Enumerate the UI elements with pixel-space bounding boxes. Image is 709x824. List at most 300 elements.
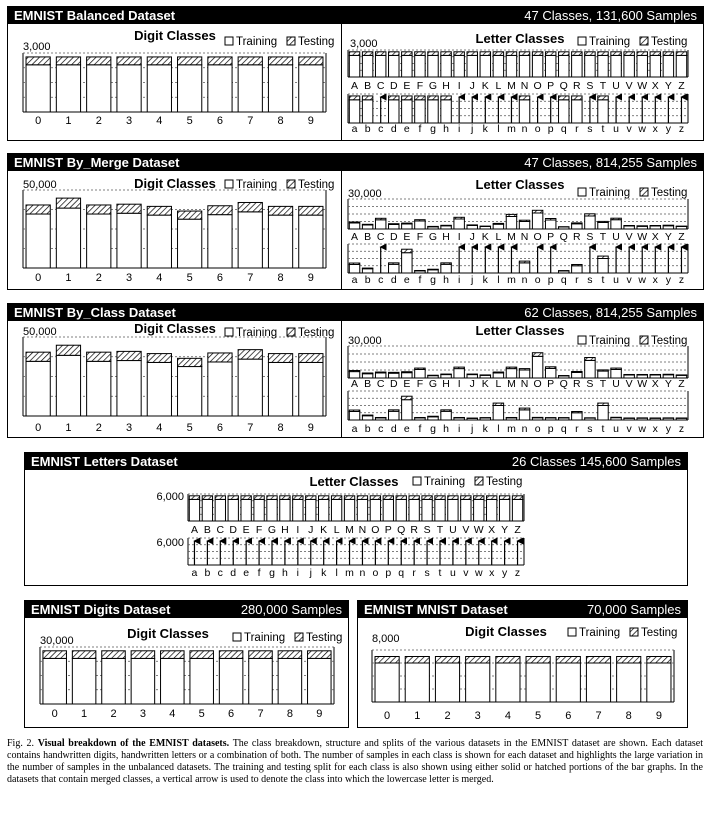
tick-label: s <box>587 123 593 135</box>
tick-label: 3 <box>125 422 133 434</box>
tick-label: 4 <box>156 422 163 434</box>
tick-label: X <box>651 231 659 243</box>
tick-label: F <box>255 524 263 536</box>
bar-testing <box>532 210 542 213</box>
bar-training <box>572 100 582 123</box>
bar-training <box>349 55 359 77</box>
bar-testing <box>454 217 464 219</box>
tick-label: A <box>351 231 359 243</box>
bar-testing <box>637 374 647 375</box>
bar-testing <box>208 206 232 215</box>
bar-testing <box>402 52 412 56</box>
caption-title: Visual breakdown of the EMNIST datasets. <box>37 738 230 749</box>
tick-label: l <box>497 274 500 286</box>
bar-training <box>117 361 141 416</box>
legend-testing-label: Testing <box>651 187 688 199</box>
legend-testing-swatch <box>630 628 638 636</box>
bar-training <box>461 499 471 521</box>
legend-testing-swatch <box>287 37 295 45</box>
chart-title: Letter Classes <box>475 323 565 338</box>
bar-testing <box>357 496 367 500</box>
bar-training <box>526 663 550 702</box>
tick-label: j <box>471 123 474 135</box>
tick-label: u <box>450 567 456 579</box>
bar-training <box>178 65 202 112</box>
tick-label: w <box>638 123 647 135</box>
tick-label: d <box>390 123 397 135</box>
bar-testing <box>190 651 214 659</box>
bar-testing <box>496 657 520 664</box>
tick-label: T <box>599 378 607 390</box>
bar-testing <box>559 52 569 56</box>
tick-label: 2 <box>95 422 102 434</box>
bar-training <box>467 55 477 77</box>
bar-training <box>219 658 243 704</box>
bar-testing <box>280 496 290 500</box>
bar-training <box>383 499 393 521</box>
bar-testing <box>26 57 50 65</box>
bar-testing <box>178 57 202 65</box>
bar-training <box>349 264 359 273</box>
bar-training <box>532 55 542 77</box>
bar-testing <box>215 496 225 500</box>
legend-testing-swatch <box>640 37 648 45</box>
bar-testing <box>396 496 406 500</box>
tick-label: r <box>575 274 579 286</box>
bar-training <box>208 362 232 416</box>
bar-testing <box>611 368 621 369</box>
bar-testing <box>56 345 80 355</box>
bar-testing <box>559 96 569 100</box>
tick-label: 9 <box>307 115 314 127</box>
tick-label: 2 <box>95 115 102 127</box>
bar-training <box>375 663 399 702</box>
bar-testing <box>611 52 621 56</box>
bar-testing <box>598 52 608 56</box>
chart-bymerge-letters-upper <box>348 177 688 243</box>
bar-testing <box>454 52 464 56</box>
tick-label: Z <box>678 80 685 92</box>
bar-training <box>254 499 264 521</box>
bar-training <box>519 222 529 230</box>
tick-label: n <box>521 123 528 135</box>
tick-label: q <box>560 274 567 286</box>
panel-sample-count: 62 Classes, 814,255 Samples <box>524 305 697 320</box>
tick-label: Q <box>559 80 568 92</box>
tick-label: T <box>599 231 607 243</box>
tick-label: d <box>390 274 397 286</box>
tick-label: u <box>613 423 619 435</box>
tick-label: k <box>482 274 488 286</box>
bar-training <box>280 499 290 521</box>
tick-label: 6 <box>216 272 224 284</box>
tick-label: v <box>626 274 632 286</box>
bar-testing <box>389 224 399 225</box>
bar-testing <box>306 496 316 500</box>
tick-label: 7 <box>257 708 264 720</box>
bar-training <box>357 499 367 521</box>
bar-training <box>506 217 516 230</box>
tick-label: T <box>599 80 607 92</box>
bar-testing <box>598 221 608 222</box>
tick-label: F <box>416 80 424 92</box>
bar-testing <box>422 496 432 500</box>
bar-testing <box>467 225 477 226</box>
bar-testing <box>441 52 451 56</box>
tick-label: 8 <box>277 422 284 434</box>
bar-training <box>349 411 359 420</box>
tick-label: 9 <box>316 708 323 720</box>
tick-label: O <box>533 80 542 92</box>
bar-training <box>415 221 425 229</box>
tick-label: O <box>533 378 542 390</box>
bar-training <box>178 367 202 416</box>
bar-testing <box>389 263 399 264</box>
bar-testing <box>362 52 372 56</box>
legend-testing-label: Testing <box>298 179 335 191</box>
tick-label: L <box>333 524 340 536</box>
bar-testing <box>26 352 50 361</box>
legend-training-label: Training <box>244 632 286 644</box>
tick-label: 4 <box>156 272 163 284</box>
bar-testing <box>676 52 686 56</box>
caption-label: Fig. 2. <box>7 738 35 749</box>
bar-testing <box>572 223 582 224</box>
bar-testing <box>512 496 522 500</box>
tick-label: G <box>428 80 438 92</box>
tick-label: C <box>376 378 385 390</box>
tick-label: J <box>308 524 314 536</box>
bar-testing <box>43 651 67 659</box>
bar-testing <box>349 96 359 100</box>
bar-training <box>299 362 323 416</box>
bar-testing <box>585 358 595 361</box>
tick-label: y <box>501 567 508 579</box>
chart-balanced-digits <box>23 28 334 127</box>
bar-testing <box>383 496 393 500</box>
tick-label: X <box>488 524 496 536</box>
bar-testing <box>519 52 529 56</box>
bar-training <box>448 499 458 521</box>
bar-testing <box>415 96 425 100</box>
tick-label: f <box>418 423 422 435</box>
bar-testing <box>650 374 660 375</box>
bar-training <box>389 411 399 420</box>
bar-testing <box>506 52 516 56</box>
bar-testing <box>572 264 582 265</box>
tick-label: M <box>507 80 516 92</box>
bar-training <box>598 100 608 123</box>
chart-title: Digit Classes <box>134 176 216 191</box>
tick-label: i <box>296 567 300 579</box>
tick-label: E <box>403 80 411 92</box>
bar-training <box>585 216 595 229</box>
bar-testing <box>375 372 385 373</box>
bar-training <box>611 220 621 229</box>
tick-label: f <box>257 567 261 579</box>
bar-testing <box>428 52 438 56</box>
tick-label: c <box>378 274 384 286</box>
bar-testing <box>362 224 372 225</box>
bar-training <box>331 499 341 521</box>
bar-testing <box>519 369 529 370</box>
bar-testing <box>102 651 126 659</box>
bar-training <box>208 215 232 268</box>
bar-training <box>299 65 323 112</box>
bar-testing <box>448 496 458 500</box>
tick-label: K <box>320 524 328 536</box>
tick-label: E <box>242 524 250 536</box>
bar-testing <box>402 223 412 224</box>
panel-title: EMNIST By_Merge Dataset <box>14 155 180 170</box>
bar-training <box>362 100 372 123</box>
tick-label: v <box>626 423 632 435</box>
bar-testing <box>202 496 212 500</box>
bar-training <box>532 213 542 229</box>
tick-label: c <box>217 567 223 579</box>
bar-testing <box>375 218 385 220</box>
bar-testing <box>161 651 185 659</box>
tick-label: R <box>410 524 418 536</box>
bar-testing <box>441 96 451 100</box>
tick-label: W <box>637 378 648 390</box>
tick-label: 0 <box>35 272 42 284</box>
tick-label: I <box>457 231 461 243</box>
tick-label: w <box>638 274 647 286</box>
bar-testing <box>428 269 438 270</box>
tick-label: m <box>507 274 516 286</box>
bar-testing <box>598 370 608 371</box>
bar-training <box>519 263 529 273</box>
bar-testing <box>493 372 503 373</box>
tick-label: V <box>625 80 633 92</box>
bar-training <box>389 264 399 273</box>
tick-label: a <box>351 423 358 435</box>
bar-testing <box>331 496 341 500</box>
tick-label: g <box>430 423 436 435</box>
tick-label: n <box>521 274 528 286</box>
bar-testing <box>572 52 582 56</box>
legend-training-swatch <box>413 477 421 485</box>
y-max-label: 3,000 <box>350 38 378 50</box>
tick-label: p <box>547 123 554 135</box>
bar-testing <box>370 496 380 500</box>
tick-label: Y <box>664 231 672 243</box>
tick-label: t <box>438 567 442 579</box>
tick-label: y <box>665 274 672 286</box>
bar-training <box>396 499 406 521</box>
bar-testing <box>405 657 429 664</box>
panel-sample-count: 47 Classes, 131,600 Samples <box>524 8 697 23</box>
bar-training <box>519 100 529 123</box>
tick-label: B <box>364 378 372 390</box>
bar-testing <box>415 368 425 369</box>
legend-testing-swatch <box>295 633 303 641</box>
bar-testing <box>147 57 171 65</box>
y-max-label: 8,000 <box>372 633 400 645</box>
bar-training <box>506 369 516 378</box>
bar-training <box>249 658 273 704</box>
tick-label: W <box>637 231 648 243</box>
tick-label: q <box>560 423 567 435</box>
bar-testing <box>349 263 359 264</box>
tick-label: D <box>389 378 398 390</box>
y-max-label: 50,000 <box>23 326 57 338</box>
y-max-label: 30,000 <box>40 635 74 647</box>
panel-title: EMNIST By_Class Dataset <box>14 305 176 320</box>
bar-testing <box>586 657 610 664</box>
tick-label: h <box>282 567 288 579</box>
bar-training <box>663 55 673 77</box>
bar-training <box>228 499 238 521</box>
chart-balanced-letters-lower <box>348 94 688 135</box>
bar-testing <box>402 96 412 100</box>
bar-testing <box>663 374 673 375</box>
tick-label: x <box>652 423 658 435</box>
bar-testing <box>402 396 412 399</box>
tick-label: a <box>351 123 358 135</box>
bar-training <box>454 55 464 77</box>
bar-testing <box>532 52 542 56</box>
bar-testing <box>87 205 111 214</box>
legend-testing-swatch <box>287 328 295 336</box>
bar-training <box>370 499 380 521</box>
bar-testing <box>415 52 425 56</box>
tick-label: U <box>612 80 620 92</box>
bar-training <box>545 220 555 229</box>
bar-training <box>598 55 608 77</box>
chart-bymerge-digits <box>23 176 334 284</box>
bar-testing <box>362 268 372 269</box>
tick-label: 9 <box>655 710 662 722</box>
tick-label: 8 <box>277 115 284 127</box>
legend-testing-label: Testing <box>651 335 688 347</box>
bar-testing <box>117 351 141 360</box>
tick-label: Y <box>664 80 672 92</box>
panel-title: EMNIST MNIST Dataset <box>364 602 508 617</box>
bar-training <box>598 406 608 421</box>
bar-training <box>519 410 529 420</box>
tick-label: 7 <box>595 710 602 722</box>
tick-label: p <box>547 274 554 286</box>
bar-testing <box>389 52 399 56</box>
tick-label: J <box>469 80 475 92</box>
bar-training <box>241 499 251 521</box>
bar-testing <box>299 354 323 363</box>
bar-testing <box>362 373 372 374</box>
tick-label: V <box>462 524 470 536</box>
bar-testing <box>435 496 445 500</box>
bar-training <box>545 368 555 378</box>
bar-training <box>402 224 412 229</box>
bar-testing <box>428 96 438 100</box>
bar-testing <box>519 261 529 263</box>
bar-training <box>202 499 212 521</box>
tick-label: R <box>573 378 581 390</box>
bar-training <box>598 223 608 230</box>
tick-label: 3 <box>125 272 133 284</box>
tick-label: m <box>507 123 516 135</box>
bar-training <box>293 499 303 521</box>
legend-training-swatch <box>578 336 586 344</box>
bar-training <box>56 208 80 268</box>
tick-label: S <box>586 80 594 92</box>
tick-label: I <box>457 80 461 92</box>
bar-training <box>389 225 399 230</box>
bar-testing <box>663 52 673 56</box>
bar-training <box>496 663 520 702</box>
chart-bymerge-letters-lower <box>348 244 688 286</box>
bar-training <box>415 55 425 77</box>
bar-testing <box>238 350 262 359</box>
tick-label: V <box>625 378 633 390</box>
bar-training <box>268 65 292 112</box>
tick-label: 3 <box>139 708 146 720</box>
tick-label: 2 <box>95 272 102 284</box>
tick-label: 4 <box>504 710 511 722</box>
y-max-label: 30,000 <box>348 188 382 200</box>
bar-training <box>611 55 621 77</box>
tick-label: o <box>534 123 541 135</box>
chart-title: Digit Classes <box>465 624 547 639</box>
bar-testing <box>506 367 516 368</box>
bar-training <box>676 55 686 77</box>
bar-testing <box>131 651 155 659</box>
legend-testing-label: Testing <box>298 36 335 48</box>
tick-label: f <box>418 123 422 135</box>
tick-label: D <box>229 524 238 536</box>
legend-testing-label: Testing <box>641 627 678 639</box>
tick-label: k <box>482 123 488 135</box>
tick-label: N <box>520 80 529 92</box>
tick-label: z <box>678 274 685 286</box>
bar-training <box>87 361 111 416</box>
legend-testing-label: Testing <box>306 632 343 644</box>
bar-training <box>435 663 459 702</box>
bar-testing <box>268 57 292 65</box>
tick-label: G <box>428 378 438 390</box>
tick-label: F <box>416 378 424 390</box>
chart-byclass-digits <box>23 321 334 434</box>
bar-training <box>409 499 419 521</box>
figure-caption <box>7 738 703 786</box>
bar-testing <box>499 496 509 500</box>
tick-label: 4 <box>156 115 163 127</box>
tick-label: U <box>612 378 620 390</box>
tick-label: F <box>416 231 424 243</box>
bar-training <box>178 219 202 268</box>
chart-title: Digit Classes <box>134 28 216 43</box>
tick-label: B <box>364 231 372 243</box>
bar-testing <box>493 403 503 405</box>
bar-testing <box>268 354 292 363</box>
tick-label: 0 <box>35 422 42 434</box>
tick-label: N <box>520 231 529 243</box>
bar-testing <box>117 57 141 65</box>
tick-label: L <box>495 231 502 243</box>
bar-testing <box>402 249 412 252</box>
bar-testing <box>415 220 425 221</box>
tick-label: 0 <box>51 708 58 720</box>
bar-training <box>26 214 50 268</box>
bar-testing <box>611 218 621 220</box>
tick-label: P <box>547 231 555 243</box>
tick-label: i <box>457 123 461 135</box>
bar-testing <box>375 52 385 56</box>
legend-training-label: Training <box>236 179 278 191</box>
tick-label: 0 <box>384 710 391 722</box>
tick-label: c <box>378 423 384 435</box>
